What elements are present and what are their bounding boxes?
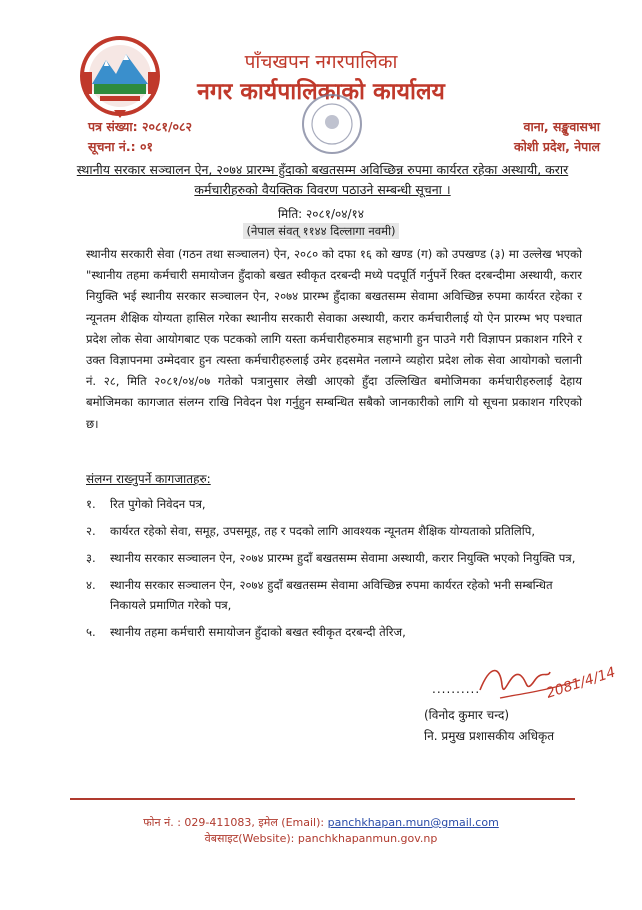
attachments-heading: संलग्न राख्नुपर्ने कागजातहरु: bbox=[86, 472, 211, 486]
email-link[interactable]: panchkhapan.mun@gmail.com bbox=[327, 816, 499, 829]
list-item-number: ३. bbox=[86, 551, 96, 565]
list-item bbox=[86, 622, 586, 642]
list-item-number: ५. bbox=[86, 625, 96, 639]
attachments-list bbox=[86, 494, 586, 649]
footer-website bbox=[0, 831, 642, 846]
list-item-number: १. bbox=[86, 497, 96, 511]
signature-dots: .......... bbox=[432, 682, 481, 696]
list-item bbox=[86, 494, 586, 514]
footer-website-label: वेबसाइट(Website): bbox=[204, 832, 298, 845]
office-stamp-icon bbox=[300, 92, 364, 156]
reference-number: पत्र संख्या: २०८१/०८२ bbox=[88, 119, 193, 134]
notice-date: मिति: २०८१/०४/१४ bbox=[277, 207, 365, 221]
location-line-1: वाना, सङ्खुवासभा bbox=[523, 119, 600, 134]
website-link[interactable]: panchkhapanmun.gov.np bbox=[297, 832, 438, 845]
signer-name: (विनोद कुमार चन्द) bbox=[424, 708, 510, 722]
list-item-text: स्थानीय सरकार सञ्चालन ऐन, २०७४ प्रारम्भ हुदाँ बखतसम्म सेवामा अस्थायी, करार नियुक्ति भएको नियुक्ति पत्र, bbox=[110, 551, 576, 565]
signer-title: नि. प्रमुख प्रशासकीय अधिकृत bbox=[424, 729, 555, 743]
nepal-sambat-date-text: (नेपाल संवत् ११४४ दिल्लागा नवमी) bbox=[243, 223, 398, 239]
footer-contact-label: फोन नं. : 029-411083, इमेल (Email): bbox=[143, 816, 328, 829]
nepal-sambat-date bbox=[0, 224, 642, 239]
list-item bbox=[86, 548, 586, 568]
notice-body: स्थानीय सरकारी सेवा (गठन तथा सञ्चालन) ऐन, २०८० को दफा १६ को खण्ड (ग) को उपखण्ड (३) मा उल्लेख भएको "स्थानीय तहमा कर्मचारी समायोजन हुँदाको बखत स्वीकृत दरबन्दी मध्ये पदपूर्ति गर्नुपर्ने रिक्त दरबन्दीमा अस्थायी, करार नियुक्ति भई स्थानीय सरकार सञ्चालन ऐन, २०७४ प्रारम्भ हुँदाका बखतसम्म सेवामा अविच्छिन्न रुपमा कार्यरत रहेका र न्यूनतम शैक्षिक योग्यता हासिल गरेका स्थानीय सरकारी सेवाका अस्थायी, करार कर्मचारीलाई यो ऐन प्रारम्भ भए पश्चात प्रदेश लोक सेवा आयोगबाट एक पटकको लागि यस्ता कर्मचारीहरुमात्र सहभागी हुन पाउने गरी विज्ञापन प्रकाशन गरिने र उक्त विज्ञापनमा उम्मेदवार हुन त्यस्ता कर्मचारीहरुलाई उमेर हदसमेत नलाग्ने व्यहोरा प्रदेश लोक सेवा आयोगको चलानी नं. २८, मिति २०८१/०४/०७ गतेको पत्रानुसार लेखी आएको हुँदा उल्लिखित बमोजिमका कर्मचारीहरुलाई देहाय बमोजिमका कागजात संलग्न राखि निवेदन पेश गर्नुहुन सम्बन्धित सबैको जानकारीको लागि यो सूचना प्रकाशन गरिएको छ। bbox=[86, 247, 582, 431]
footer-contact bbox=[0, 815, 642, 830]
list-item-text: रित पुगेको निवेदन पत्र, bbox=[110, 497, 206, 511]
notice-subject: स्थानीय सरकार सञ्चालन ऐन, २०७४ प्रारम्भ हुँदाको बखतसम्म अविच्छिन्न रुपमा कार्यरत रहेका अस्थायी, करार कर्मचारीहरुको वैयक्तिक विवरण पठाउने सम्बन्धी सूचना । bbox=[76, 162, 569, 197]
list-item-text: स्थानीय सरकार सञ्चालन ऐन, २०७४ हुदाँ बखतसम्म सेवामा अविच्छिन्न रुपमा कार्यरत रहेको भनी सम्बन्धित निकायले प्रमाणित गरेको पत्र, bbox=[110, 578, 553, 612]
list-item-number: २. bbox=[86, 524, 96, 538]
list-item bbox=[86, 521, 586, 541]
list-item-text: स्थानीय तहमा कर्मचारी समायोजन हुँदाको बखत स्वीकृत दरबन्दी तेरिज, bbox=[110, 625, 406, 639]
footer-divider bbox=[70, 798, 575, 800]
list-item-text: कार्यरत रहेको सेवा, समूह, उपसमूह, तह र पदको लागि आवश्यक न्यूनतम शैक्षिक योग्यताको प्रतिलिपि, bbox=[110, 524, 536, 538]
list-item bbox=[86, 575, 586, 615]
svg-text:2081/4/14: 2081/4/14 bbox=[544, 664, 618, 702]
location-line-2: कोशी प्रदेश, नेपाल bbox=[513, 139, 600, 154]
list-item-number: ४. bbox=[86, 578, 96, 592]
office-name: नगर कार्यपालिकाको कार्यालय bbox=[197, 79, 445, 105]
organization-name: पाँचखपन नगरपालिका bbox=[244, 51, 398, 73]
notice-number: सूचना नं.: ०१ bbox=[88, 139, 153, 154]
